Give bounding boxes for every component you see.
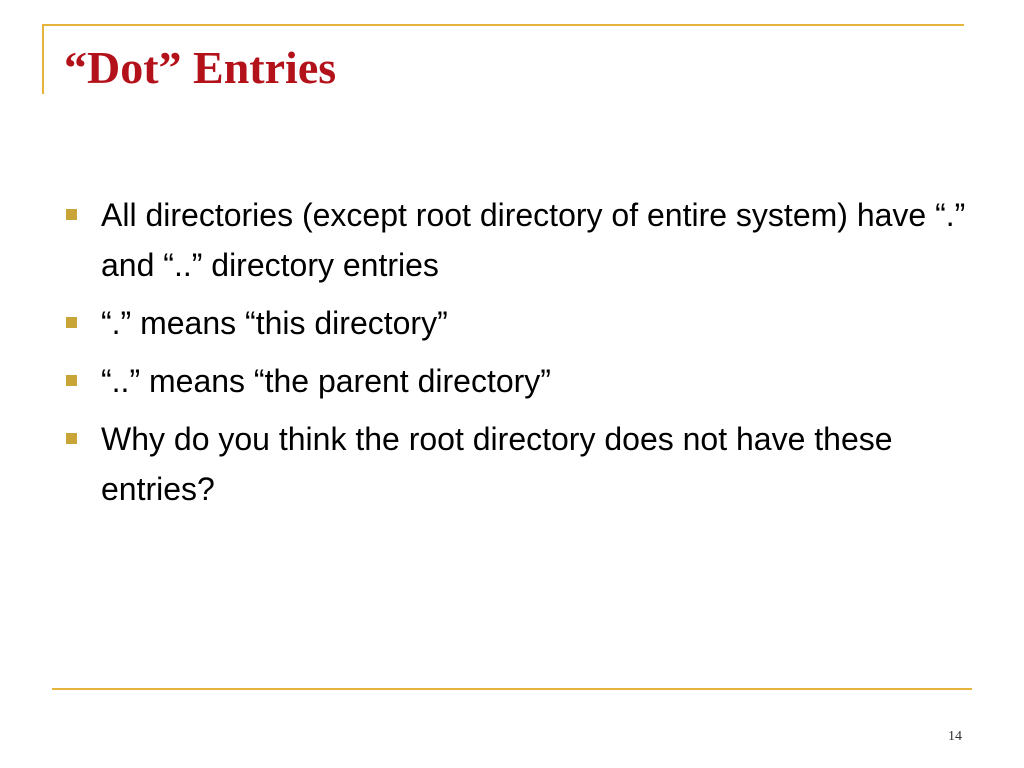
bullet-text: All directories (except root directory of entire system) have “.” and “..” directory entries [101,197,966,283]
page-number: 14 [948,729,962,744]
top-divider [42,24,964,26]
slide-title: “Dot” Entries [64,42,337,93]
bullet-item [66,190,966,290]
square-bullet-icon [66,375,77,386]
bottom-divider [52,688,972,690]
square-bullet-icon [66,317,77,328]
bullet-item [66,356,966,406]
left-accent-line [42,24,44,94]
bullet-text: “..” means “the parent directory” [101,363,551,399]
bullet-text: Why do you think the root directory does not have these entries? [101,421,893,507]
bullet-list [66,190,966,522]
bullet-text: “.” means “this directory” [101,305,448,341]
bullet-item [66,414,966,514]
square-bullet-icon [66,209,77,220]
square-bullet-icon [66,433,77,444]
bullet-item [66,298,966,348]
